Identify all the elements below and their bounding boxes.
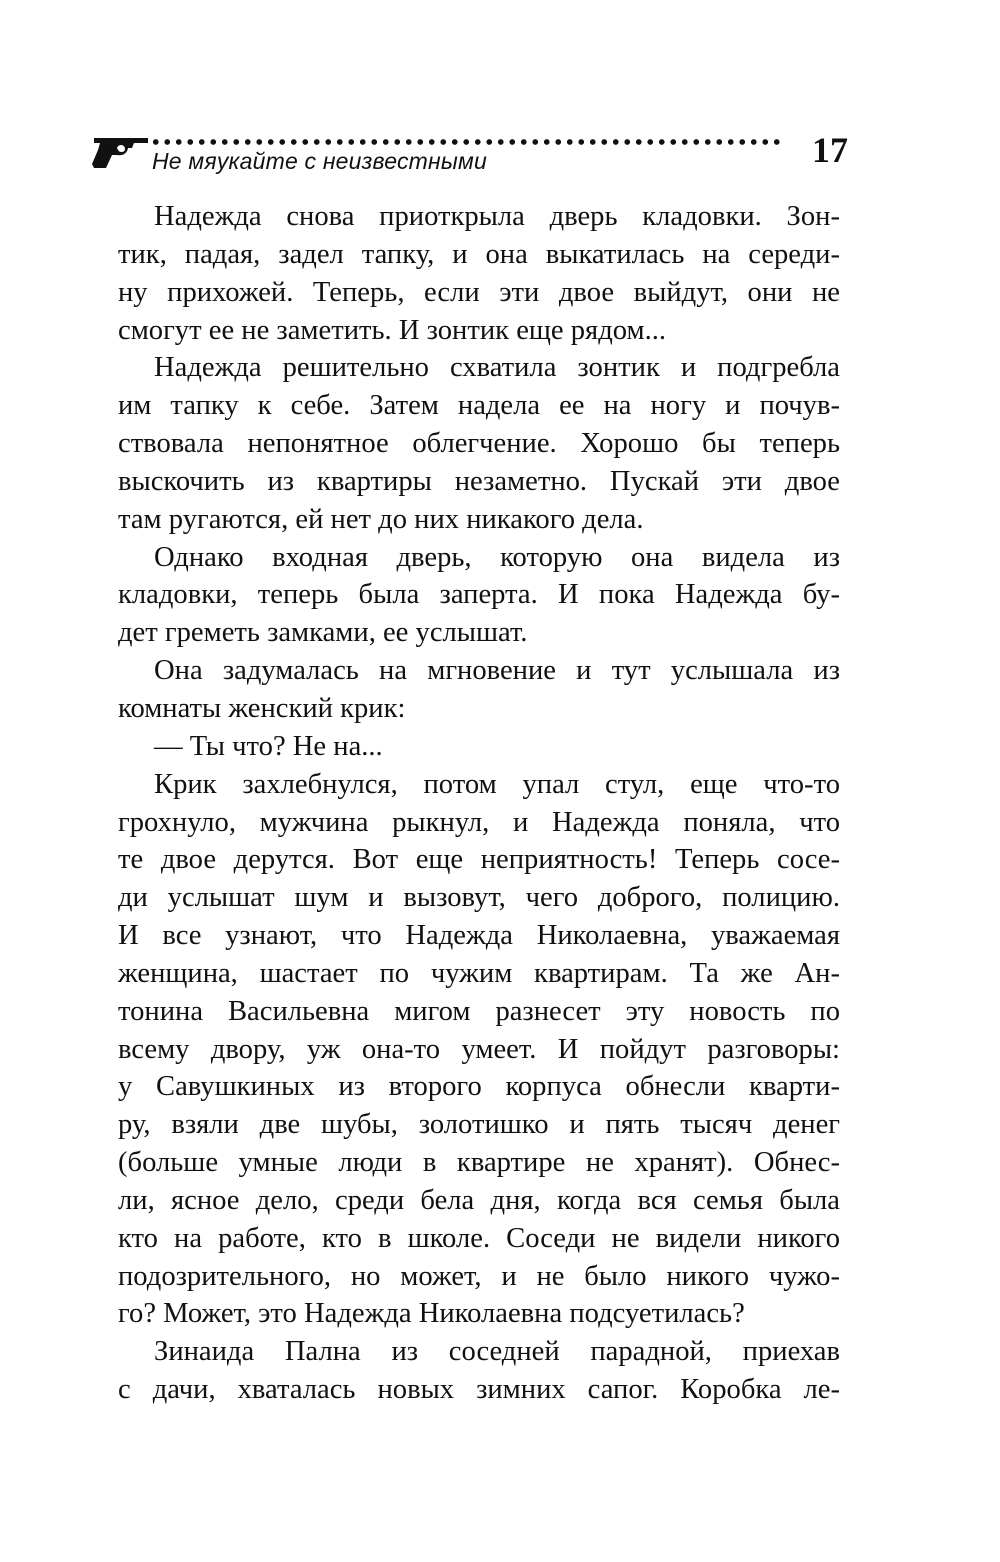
text-line: дет греметь замками, ее услышат. bbox=[118, 617, 528, 649]
text-line: подозрительного, но может, и не было никого чужо- bbox=[118, 1260, 840, 1292]
text-line: смогут ее не заметить. И зонтик еще рядом... bbox=[118, 314, 667, 346]
dotted-rule bbox=[150, 138, 784, 146]
text-line: те двое дерутся. Вот еще неприятность! Теперь сосе- bbox=[118, 844, 840, 876]
text-line: — Ты что? Не на... bbox=[154, 730, 383, 762]
text-line: ди услышат шум и вызовут, чего доброго, полицию. bbox=[118, 882, 840, 914]
text-line: выскочить из квартиры незаметно. Пускай эти двое bbox=[118, 465, 840, 497]
text-line: Надежда решительно схватила зонтик и подгребла bbox=[154, 352, 840, 384]
text-line: го? Может, это Надежда Николаевна подсуетилась? bbox=[118, 1298, 745, 1330]
text-line: им тапку к себе. Затем надела ее на ногу и почув- bbox=[118, 390, 840, 422]
text-line: всему двору, уж она-то умеет. И пойдут разговоры: bbox=[118, 1033, 840, 1065]
revolver-icon bbox=[88, 132, 152, 172]
text-line: тик, падая, задел тапку, и она выкатилась на середи- bbox=[118, 238, 840, 270]
running-header bbox=[88, 128, 848, 192]
text-line: кладовки, теперь была заперта. И пока Надежда бу- bbox=[118, 579, 840, 611]
running-title: Не мяукайте с неизвестными bbox=[152, 148, 487, 174]
text-line: женщина, шастает по чужим квартирам. Та же Ан- bbox=[118, 957, 840, 989]
text-line: кто на работе, кто в школе. Соседи не видели никого bbox=[118, 1222, 840, 1254]
text-line: Она задумалась на мгновение и тут услышала из bbox=[154, 655, 840, 687]
text-line: там ругаются, ей нет до них никакого дела. bbox=[118, 503, 644, 535]
text-line: грохнуло, мужчина рыкнул, и Надежда поняла, что bbox=[118, 806, 840, 838]
page-number: 17 bbox=[812, 130, 848, 170]
text-line: у Савушкиных из второго корпуса обнесли кварти- bbox=[118, 1071, 840, 1103]
text-line: (больше умные люди в квартире не хранят). Обнес- bbox=[118, 1147, 840, 1179]
text-line: ли, ясное дело, среди бела дня, когда вся семья была bbox=[118, 1184, 840, 1216]
body-text bbox=[118, 198, 840, 1409]
text-line: ну прихожей. Теперь, если эти двое выйдут, они не bbox=[118, 276, 840, 308]
text-line: комнаты женский крик: bbox=[118, 692, 406, 724]
text-line: с дачи, хваталась новых зимних сапог. Коробка ле- bbox=[118, 1374, 840, 1406]
text-line: Надежда снова приоткрыла дверь кладовки. Зон- bbox=[154, 201, 840, 232]
text-line: Однако входная дверь, которую она видела из bbox=[154, 541, 840, 573]
text-line: Крик захлебнулся, потом упал стул, еще что-то bbox=[154, 768, 840, 800]
text-line: Зинаида Пална из соседней парадной, приехав bbox=[154, 1336, 840, 1368]
text-line: И все узнают, что Надежда Николаевна, уважаемая bbox=[118, 920, 840, 952]
text-line: тонина Васильевна мигом разнесет эту новость по bbox=[118, 995, 840, 1027]
text-line: ствовала непонятное облегчение. Хорошо бы теперь bbox=[118, 428, 840, 460]
text-line: ру, взяли две шубы, золотишко и пять тысяч денег bbox=[118, 1109, 840, 1141]
